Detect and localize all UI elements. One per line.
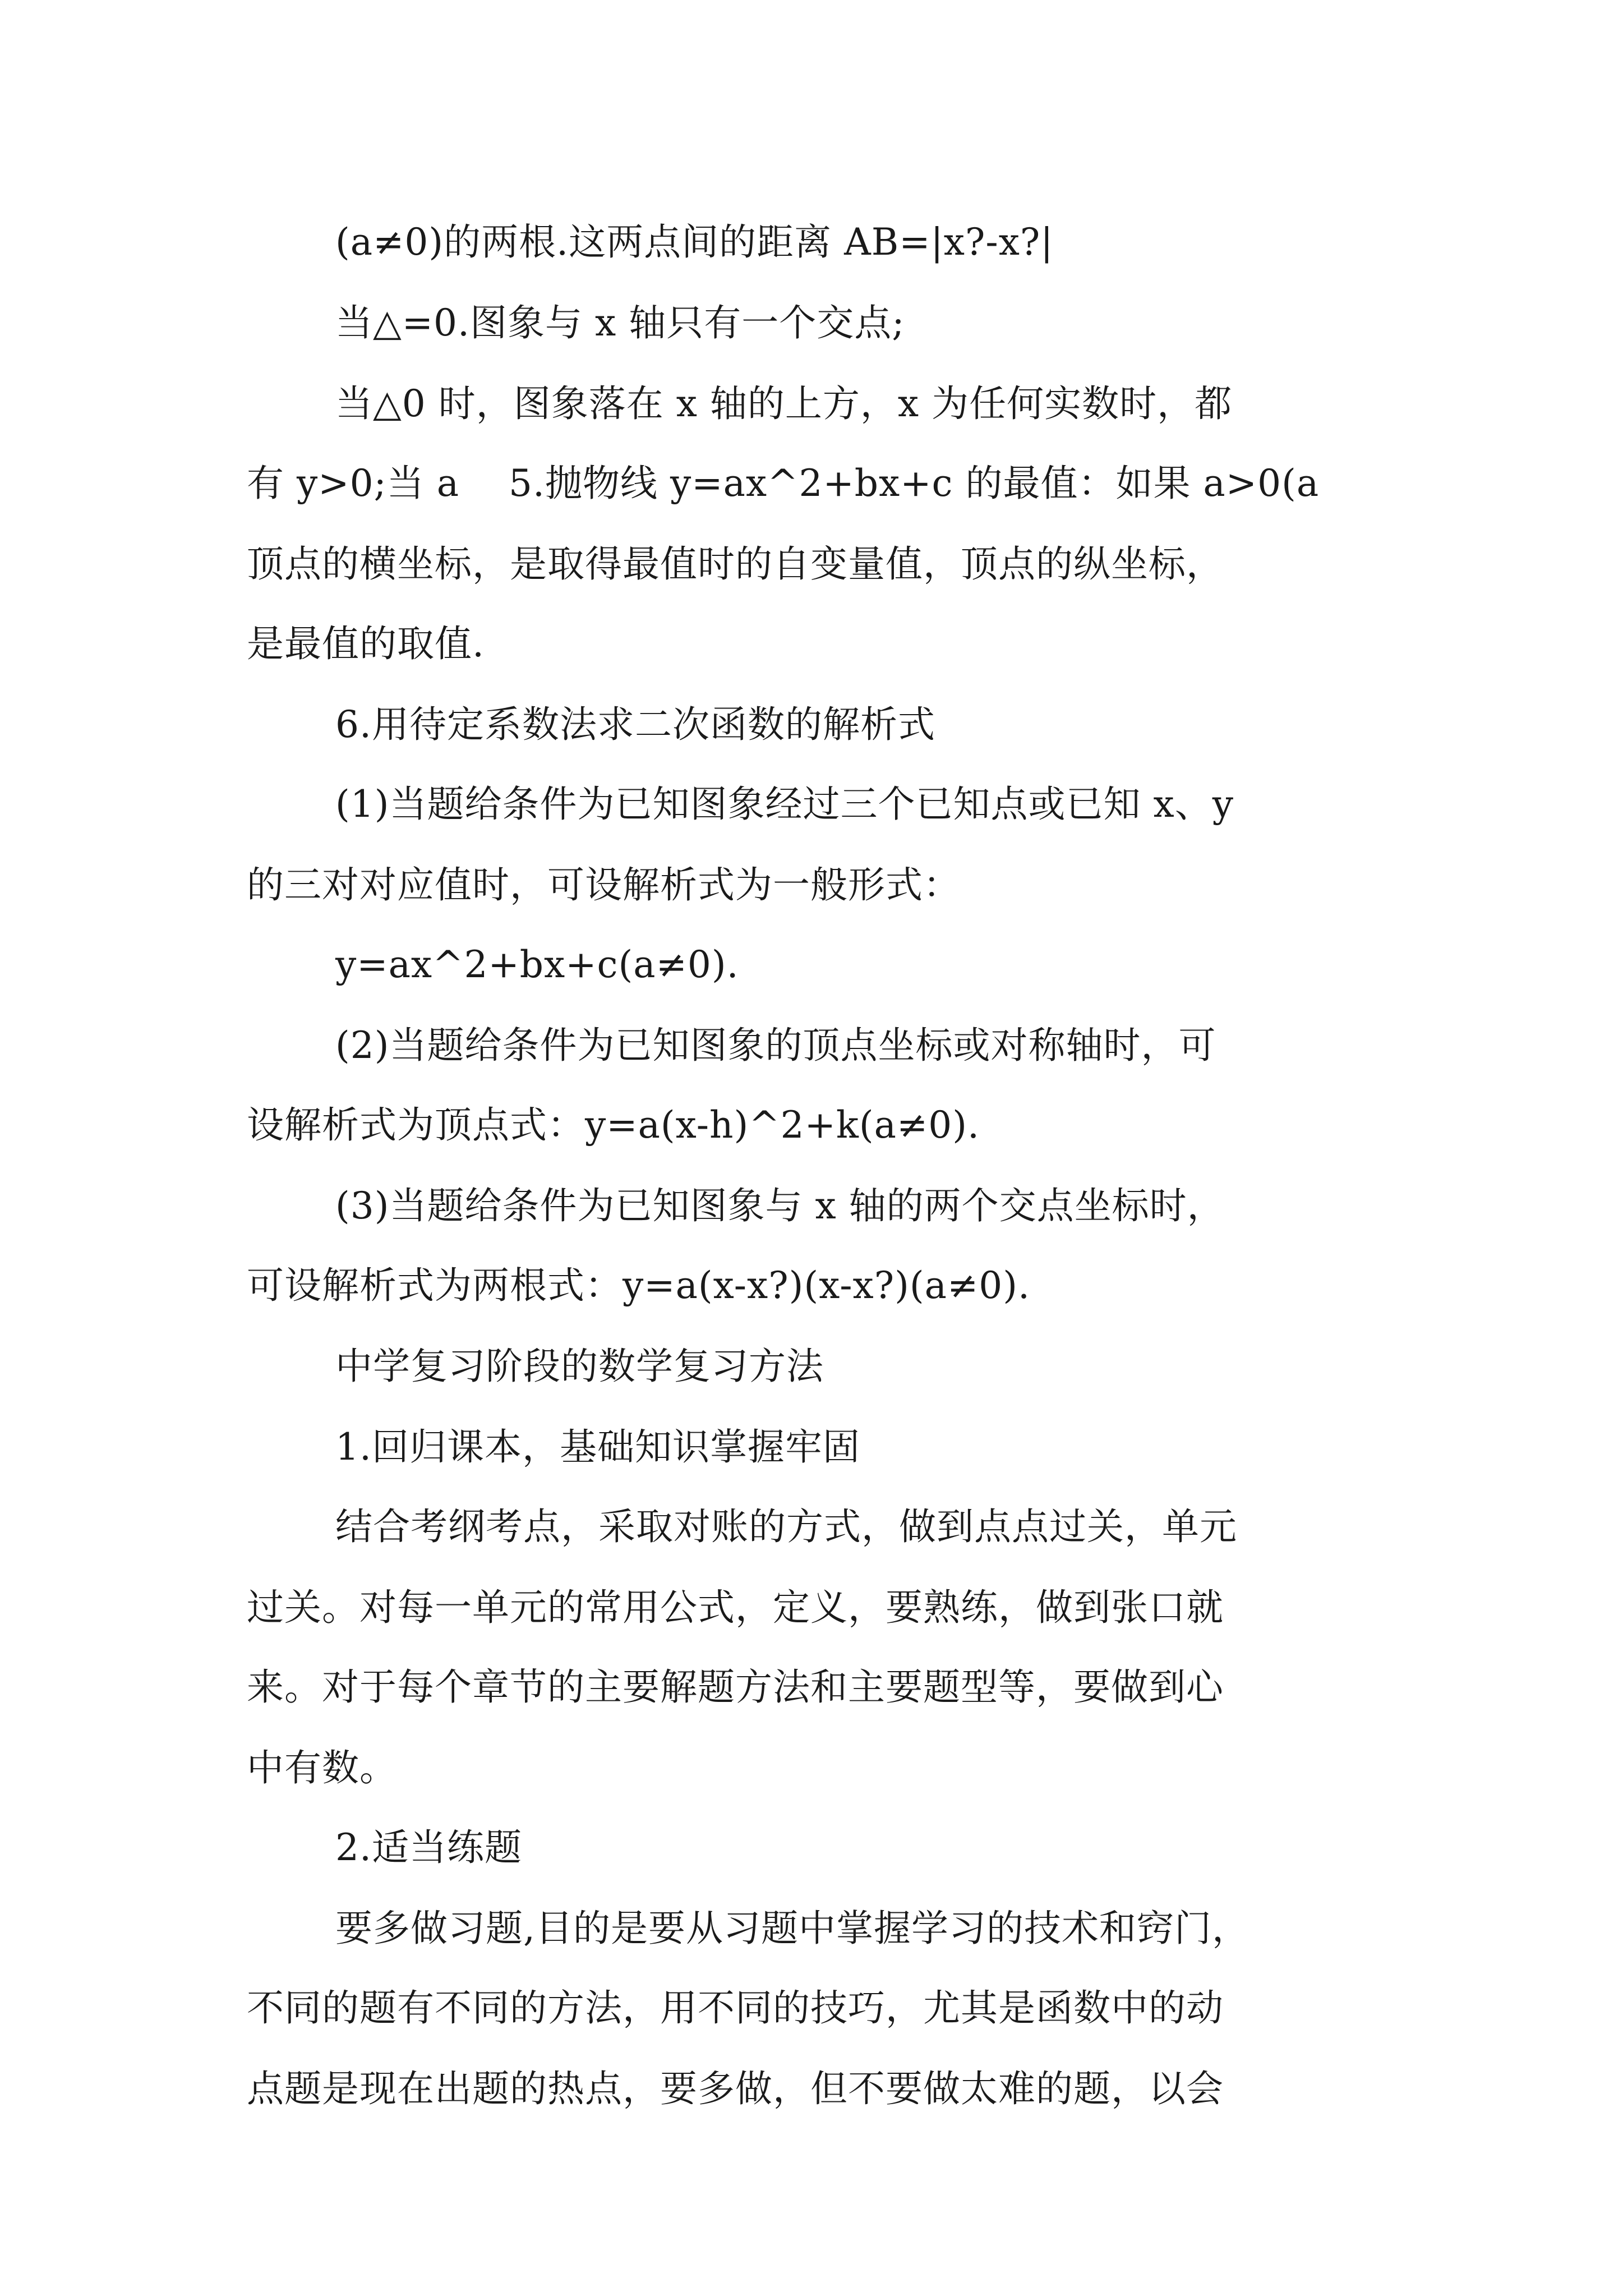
text-line: (3)当题给条件为已知图象与 x 轴的两个交点坐标时， — [335, 1184, 1225, 1227]
section-heading: 2.适当练题 — [335, 1826, 522, 1869]
text-line: 要多做习题,目的是要从习题中掌握学习的技术和窍门， — [335, 1907, 1249, 1950]
text-line: (1)当题给条件为已知图象经过三个已知点或已知 x、y — [335, 783, 1234, 826]
text-line: 顶点的横坐标，是取得最值时的自变量值，顶点的纵坐标， — [247, 542, 1224, 586]
text-line: 是最值的取值. — [247, 622, 485, 665]
formula-line: y=ax^2+bx+c(a≠0). — [335, 943, 739, 986]
section-heading: 1.回归课本，基础知识掌握牢固 — [335, 1425, 860, 1469]
text-line: 结合考纲考点，采取对账的方式，做到点点过关，单元 — [335, 1505, 1237, 1548]
text-line: (a≠0)的两根.这两点间的距离 AB=|x?-x?| — [335, 220, 1054, 264]
text-line: 来。对于每个章节的主要解题方法和主要题型等，要做到心 — [247, 1665, 1224, 1709]
text-line: 点题是现在出题的热点，要多做，但不要做太难的题，以会 — [247, 2067, 1224, 2110]
text-line: 有 y>0;当 a 5.抛物线 y=ax^2+bx+c 的最值：如果 a>0(a — [247, 462, 1320, 505]
section-heading: 6.用待定系数法求二次函数的解析式 — [335, 703, 935, 746]
text-line: 不同的题有不同的方法，用不同的技巧，尤其是函数中的动 — [247, 1986, 1224, 2030]
section-heading: 中学复习阶段的数学复习方法 — [335, 1345, 824, 1388]
text-line: 可设解析式为两根式：y=a(x-x?)(x-x?)(a≠0). — [247, 1264, 1030, 1307]
text-line: 的三对对应值时，可设解析式为一般形式： — [247, 863, 961, 907]
text-line: 过关。对每一单元的常用公式，定义，要熟练，做到张口就 — [247, 1586, 1224, 1629]
text-line: 当△0 时，图象落在 x 轴的上方，x 为任何实数时，都 — [335, 382, 1233, 425]
text-line: 中有数。 — [247, 1746, 397, 1789]
text-line: 设解析式为顶点式：y=a(x-h)^2+k(a≠0). — [247, 1103, 980, 1147]
text-line: (2)当题给条件为已知图象的顶点坐标或对称轴时，可 — [335, 1024, 1216, 1067]
text-line: 当△=0.图象与 x 轴只有一个交点; — [335, 301, 905, 344]
